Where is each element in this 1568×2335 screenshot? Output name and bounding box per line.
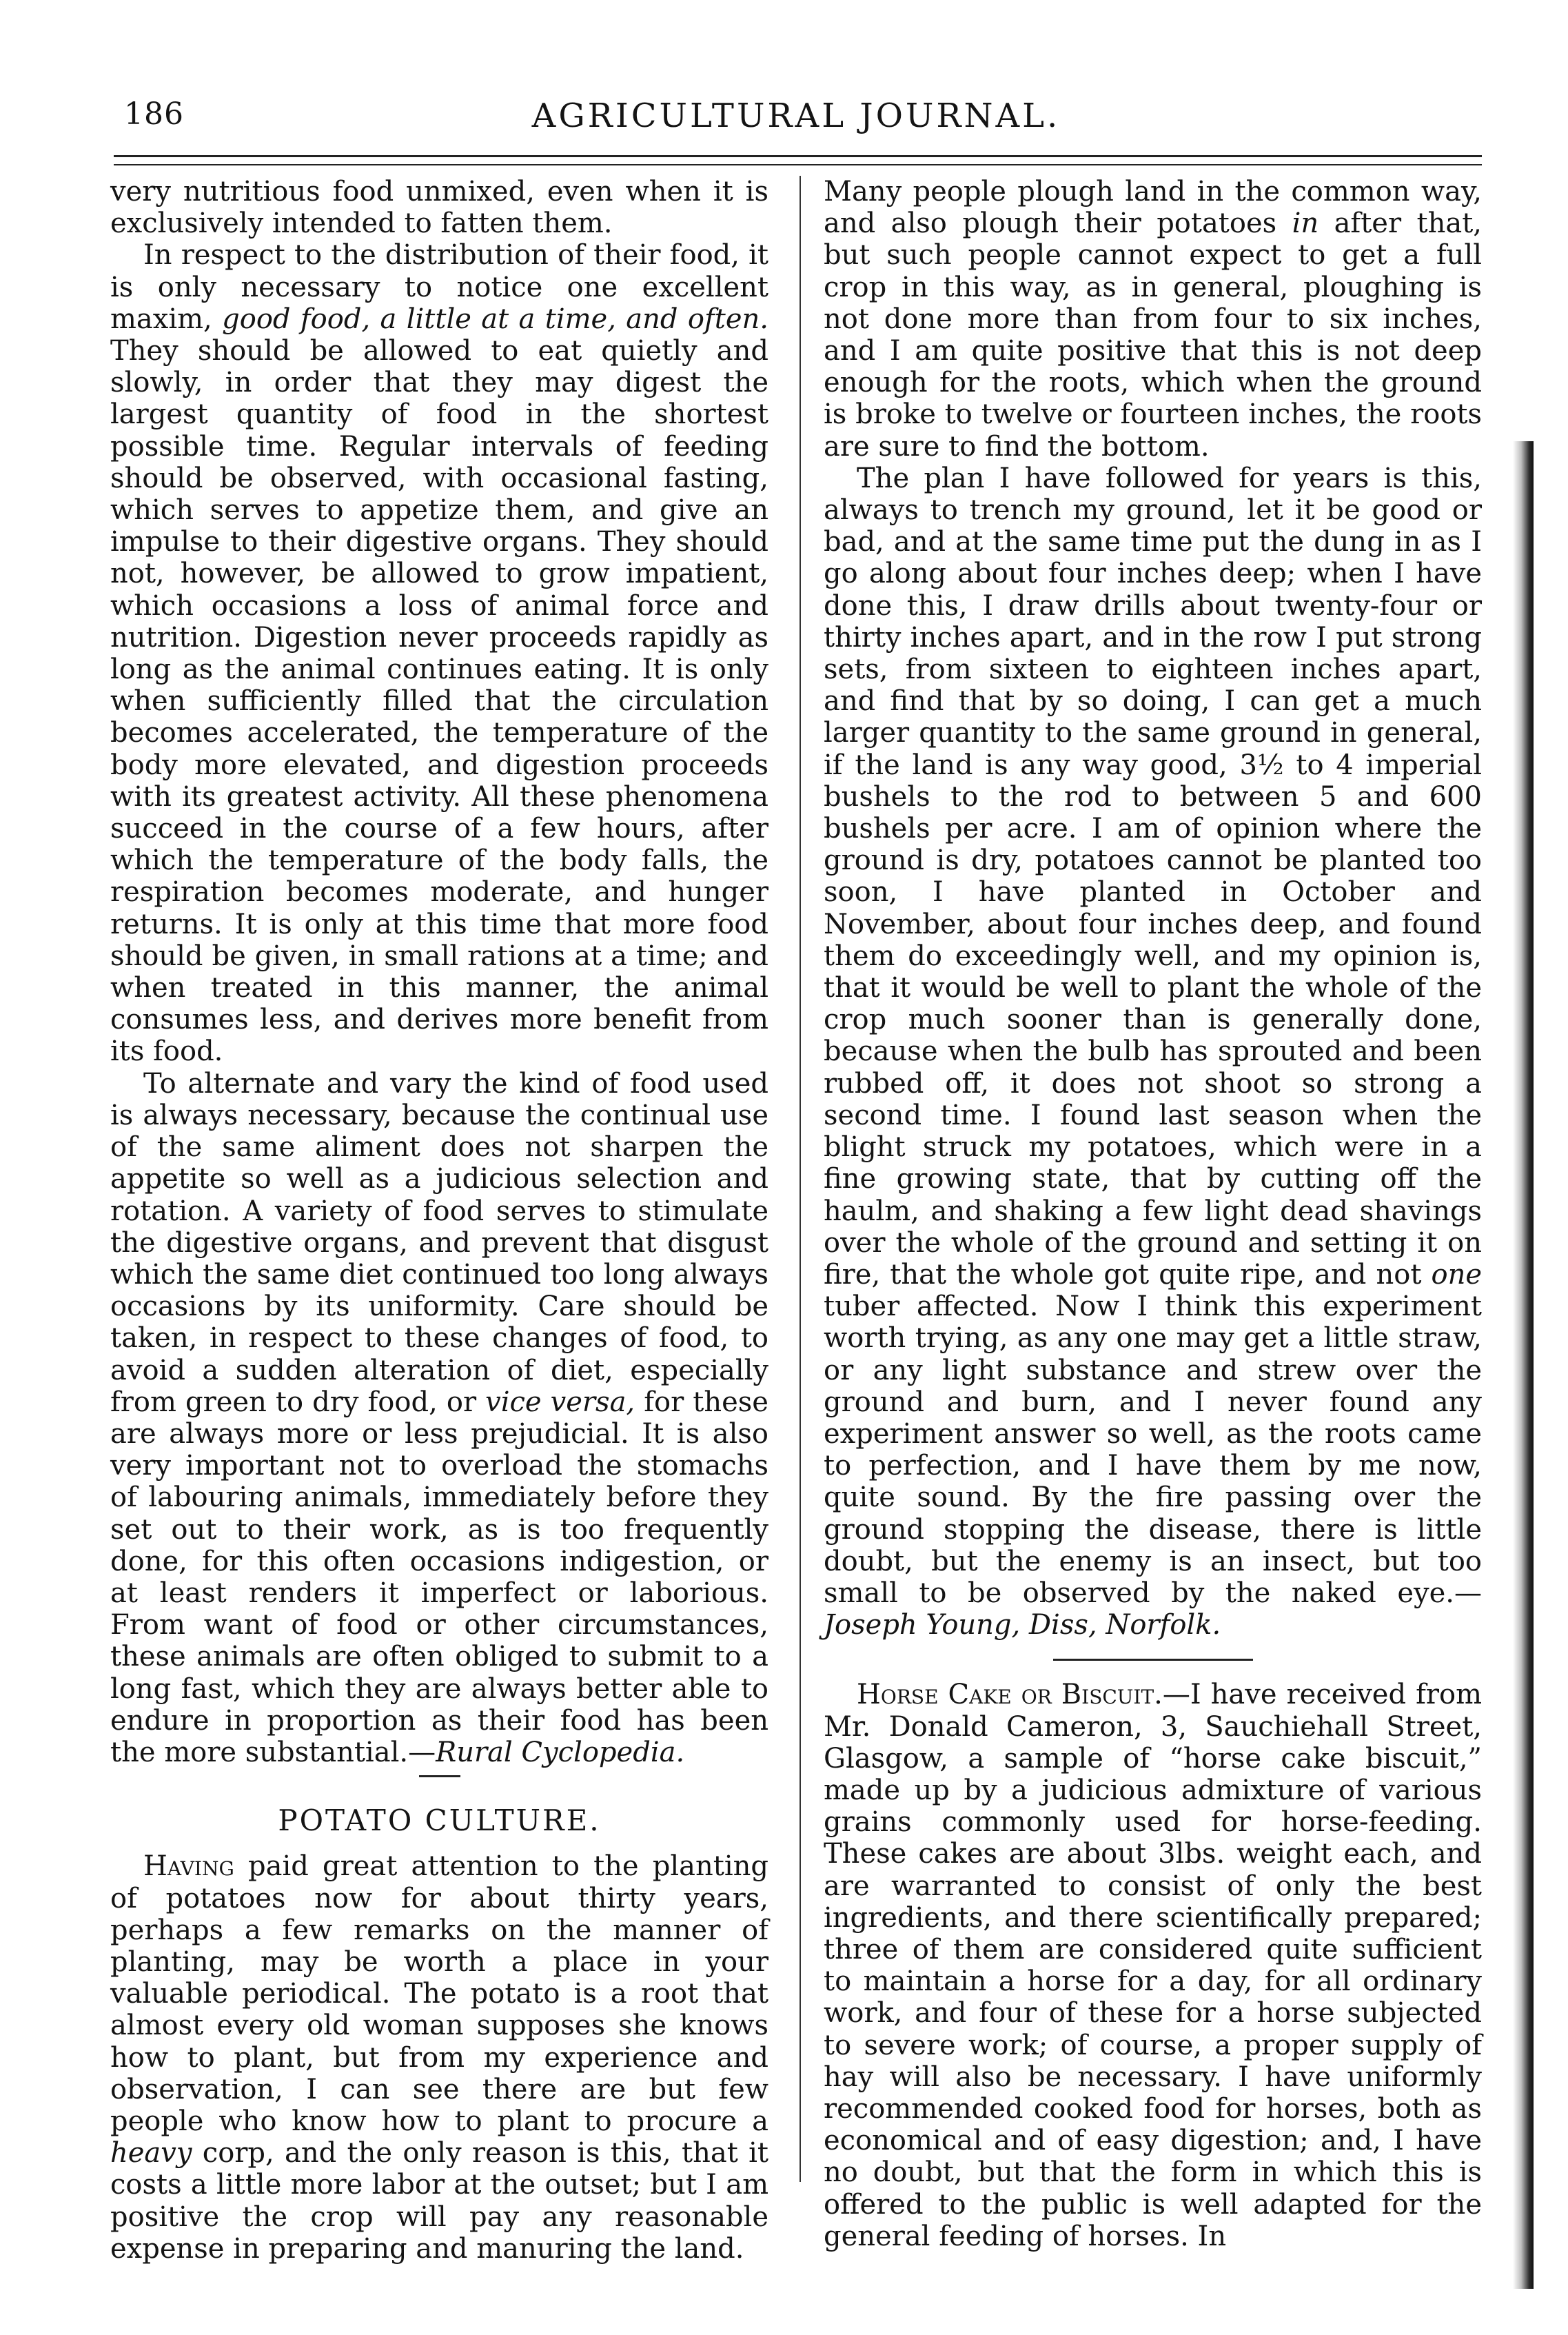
column-divider [800, 176, 801, 2182]
paragraph-text: The plan I have followed for years is this, always to trench my ground, let it be good or bad, and at the same time put the dung in as I go along about four inches deep; when I have done this, I draw drills about twenty-four or thirty inches apart, and in the row I put strong sets, from sixteen to eighteen inches apart, and find that by so doing, I can get a much larger quantity to the same ground in general, if the land is any way good, 3½ to 4 imperial bushels to the rod to between 5 and 600 bushels per acre. I am of opinion where the ground is dry, potatoes cannot be planted too soon, I have planted in October and November, about four inches deep, and found them do exceedingly well, and my opinion is, that it would be well to plant the whole of the crop much sooner than is generally done, because when the bulb has sprouted and been rubbed off, it does not shoot so strong a second time. I found last season when the blight struck my potatoes, which were in a fine growing state, that by cutting off the haulm, and shaking a few light dead shavings over the whole of the ground and setting it on fire, that the whole got quite ripe, and not [824, 462, 1482, 1291]
paragraph-text: after that, but such people cannot expect to get a full crop in this way, as in general, ploughing is not done more than from four to six inches, and I am quite positive that this is not deep enough for the roots, which when the ground is broke to twelve or fourteen inches, the roots are sure to find the bottom. [824, 208, 1482, 463]
paragraph [110, 1068, 768, 1768]
article-heading: Horse Cake or Biscuit. [857, 1679, 1163, 1711]
author-signature: Joseph Young, Diss, Norfolk. [824, 1609, 1221, 1641]
paragraph-text: Many people plough land in the common way, and also plough their potatoes [824, 176, 1482, 240]
section-title: POTATO CULTURE. [278, 1803, 601, 1838]
opening-word: Having [143, 1850, 234, 1883]
paragraph-text: To alternate and vary the kind of food used is always necessary, because the continual use of the same aliment does not sharpen the appetite so well as a judicious selection and rotation. A variety of food serves to stimulate the digestive organs, and prevent that disgust which the same diet continued too long always occasions by its uniformity. Care should be taken, in respect to these changes of food, to avoid a sudden alteration of diet, especially from green to dry food, or [110, 1067, 768, 1418]
page-number: 186 [124, 97, 184, 132]
paragraph [824, 176, 1482, 463]
paragraph-text: corp, and the only reason is this, that it costs a little more labor at the outset; but I am positive the crop will pay any reasonable expense in preparing and manuring the land. [110, 2137, 768, 2265]
paragraph [110, 1850, 768, 2265]
paragraph-text: tuber affected. Now I think this experiment worth trying, as any one may get a little straw, or any light substance and strew over the ground and burn, and I never found any experiment answer so well, as the roots came to perfection, and I have them by me now, quite sound. By the fire passing over the ground stopping the disease, there is little doubt, but the enemy is an insect, but too small to be observed by the naked eye.— [824, 1291, 1482, 1609]
paragraph [110, 176, 768, 239]
paragraph [824, 463, 1482, 1641]
paragraph-text: They should be allowed to eat quietly and slowly, in order that they may digest the largest quantity of food in the shortest possible time. Regular intervals of feeding should be observed, with occasional fasting, which serves to appetize them, and give an impulse to their digestive organs. They should not, however, be allowed to grow impatient, which occasions a loss of animal force and nutrition. Digestion never proceeds rapidly as long as the animal continues eating. It is only when sufficiently filled that the circulation becomes accelerated, the temperature of the body more elevated, and digestion proceeds with its greatest activity. All these phenomena succeed in the course of a few hours, after which the temperature of the body falls, the respiration becomes moderate, and hunger returns. It is only at this time that more food should be given, in small rations at a time; and when treated in this manner, the animal consumes less, and derives more benefit from its food. [110, 335, 768, 1068]
section-separator [1053, 1659, 1253, 1661]
header-double-rule [114, 155, 1482, 165]
paragraph [824, 1679, 1482, 2252]
italic-phrase: vice versa, [485, 1386, 635, 1418]
italic-word: heavy [110, 2137, 192, 2170]
source-citation: Rural Cyclopedia. [436, 1736, 685, 1768]
right-column [824, 176, 1482, 2252]
left-column [110, 176, 768, 2265]
page-header [103, 97, 1489, 159]
paragraph-text: paid great attention to the planting of potatoes now for about thirty years, perhaps a few remarks on the manner of planting, may be worth a place in your valuable periodical. The potato is a root that almost every old woman supposes she knows how to plant, but from my experience and observation, I can see there are but few people who know how to plant to procure a [110, 1850, 768, 2137]
section-separator [419, 1775, 460, 1777]
paragraph-text: In respect to the distribution of their food, it is only necessary to notice one excellent maxim, [110, 239, 768, 335]
paragraph-text: for these are always more or less prejudicial. It is also very important not to overload the stomachs of labouring animals, immediately before they set out to their work, as is too frequently done, for this often occasions indigestion, or at least renders it imperfect or laborious. From want of food or other circumstances, these animals are often obliged to submit to a long fast, which they are always better able to endure in proportion as their food has been the more substantial.— [110, 1386, 768, 1768]
maxim-italic: good food, a little at a time, and often. [222, 303, 768, 335]
page-binding-edge [1513, 441, 1534, 2289]
running-title: AGRICULTURAL JOURNAL. [531, 97, 1061, 135]
italic-word: one [1431, 1258, 1482, 1291]
paragraph [110, 239, 768, 1067]
paragraph-text: —I have received from Mr. Donald Cameron, 3, Sauchiehall Street, Glasgow, a sample of “horse cake biscuit,” made up by a judicious admixture of various grains commonly used for horse-feeding. These cakes are about 3lbs. weight each, and are warranted to consist of only the best ingredients, and there scientifically prepared; three of them are considered quite sufficient to maintain a horse for a day, for all ordinary work, and four of these for a horse subjected to severe work; of course, a proper supply of hay will also be necessary. I have uniformly recommended cooked food for horses, both as economical and of easy digestion; and, I have no doubt, but that the form in which this is offered to the public is well adapted for the general feeding of horses. In [824, 1679, 1482, 2252]
italic-word: in [1292, 208, 1319, 240]
paragraph-text: very nutritious food unmixed, even when it is exclusively intended to fatten them. [110, 176, 768, 240]
